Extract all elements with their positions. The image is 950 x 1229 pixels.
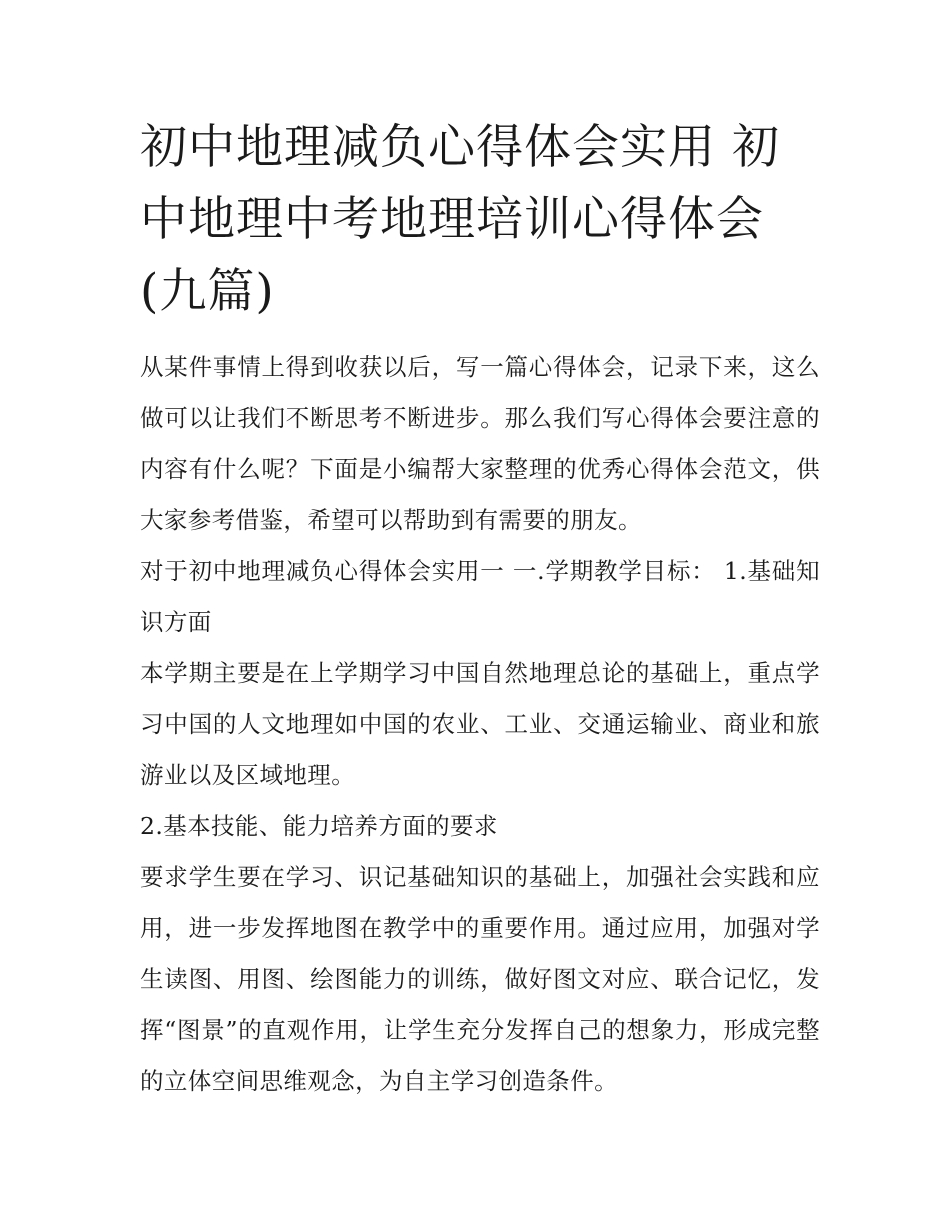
section-heading-2: 2.基本技能、能力培养方面的要求 — [140, 812, 498, 840]
skills-paragraph: 要求学生要在学习、识记基础知识的基础上，加强社会实践和应用，进一步发挥地图在教学中的重要作用。通过应用，加强对学生读图、用图、绘图能力的训练，做好图文对应、联合记忆，发挥“图景”的直观作用，让学生充分发挥自己的想象力，形成完整的立体空间思维观念，为自主学习创造条件。 — [140, 863, 820, 1095]
document-title: 初中地理减负心得体会实用 初中地理中考地理培训心得体会(九篇) — [140, 120, 780, 319]
knowledge-paragraph: 本学期主要是在上学期学习中国自然地理总论的基础上，重点学习中国的人文地理如中国的农业、工业、交通运输业、商业和旅游业以及区域地理。 — [140, 659, 820, 789]
intro-paragraph: 从某件事情上得到收获以后，写一篇心得体会，记录下来，这么做可以让我们不断思考不断进步。那么我们写心得体会要注意的内容有什么呢？下面是小编帮大家整理的优秀心得体会范文，供大家参考借鉴，希望可以帮助到有需要的朋友。 — [140, 353, 820, 534]
document-page — [140, 112, 820, 1107]
section-heading-1: 对于初中地理减负心得体会实用一 一.学期教学目标： 1.基础知识方面 — [140, 557, 820, 636]
